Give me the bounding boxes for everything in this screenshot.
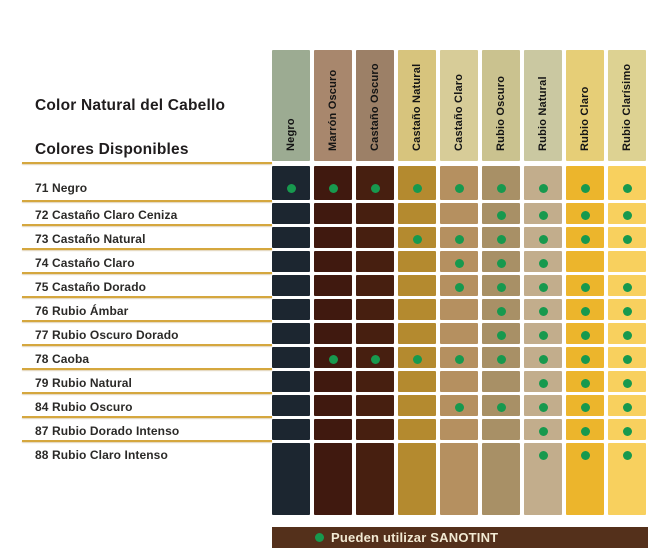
grid-cell-74-castano-claro-castano-natural bbox=[398, 251, 436, 272]
grid-cell-71-negro-negro bbox=[272, 166, 310, 200]
compatible-dot-icon bbox=[287, 184, 296, 193]
compatible-dot-icon bbox=[455, 259, 464, 268]
grid-cell-87-rubio-dorado-intenso-rubio-natural bbox=[524, 419, 562, 440]
grid-cell-87-rubio-dorado-intenso-castano-oscuro bbox=[356, 419, 394, 440]
grid-cell-87-rubio-dorado-intenso-negro bbox=[272, 419, 310, 440]
compatible-dot-icon bbox=[623, 403, 632, 412]
row-underline bbox=[22, 344, 272, 346]
grid-cell-72-castano-claro-ceniza-castano-oscuro bbox=[356, 203, 394, 224]
column-header-label: Castaño Natural bbox=[411, 63, 423, 151]
compatible-dot-icon bbox=[539, 283, 548, 292]
compatible-dot-icon bbox=[539, 403, 548, 412]
compatible-dot-icon bbox=[623, 184, 632, 193]
grid-cell-88-rubio-claro-intenso-negro bbox=[272, 443, 310, 515]
grid-cell-88-rubio-claro-intenso-castano-oscuro bbox=[356, 443, 394, 515]
column-header-label: Castaño Claro bbox=[453, 73, 465, 151]
row-underline bbox=[22, 416, 272, 418]
column-header-marron-oscuro bbox=[314, 50, 352, 161]
row-underline bbox=[22, 272, 272, 274]
grid-cell-71-negro-castano-claro bbox=[440, 166, 478, 200]
grid-cell-88-rubio-claro-intenso-rubio-oscuro bbox=[482, 443, 520, 515]
compatible-dot-icon bbox=[581, 283, 590, 292]
grid-cell-88-rubio-claro-intenso-rubio-natural bbox=[524, 443, 562, 515]
column-header-castano-oscuro bbox=[356, 50, 394, 161]
compatible-dot-icon bbox=[539, 211, 548, 220]
compatible-dot-icon bbox=[623, 307, 632, 316]
compatible-dot-icon bbox=[539, 235, 548, 244]
row-underline bbox=[22, 392, 272, 394]
grid-cell-78-caoba-castano-claro bbox=[440, 347, 478, 368]
row-label-75-castano-dorado: 75 Castaño Dorado bbox=[35, 280, 147, 294]
grid-cell-79-rubio-natural-rubio-natural bbox=[524, 371, 562, 392]
grid-cell-79-rubio-natural-rubio-claro bbox=[566, 371, 604, 392]
grid-cell-87-rubio-dorado-intenso-castano-natural bbox=[398, 419, 436, 440]
compatible-dot-icon bbox=[539, 379, 548, 388]
grid-cell-75-castano-dorado-marron-oscuro bbox=[314, 275, 352, 296]
grid-cell-75-castano-dorado-rubio-claro bbox=[566, 275, 604, 296]
grid-cell-71-negro-rubio-claro bbox=[566, 166, 604, 200]
grid-cell-79-rubio-natural-rubio-clarisimo bbox=[608, 371, 646, 392]
compatible-dot-icon bbox=[497, 331, 506, 340]
grid-cell-75-castano-dorado-rubio-clarisimo bbox=[608, 275, 646, 296]
column-header-rubio-oscuro bbox=[482, 50, 520, 161]
compatible-dot-icon bbox=[497, 283, 506, 292]
compatible-dot-icon bbox=[539, 427, 548, 436]
compatible-dot-icon bbox=[539, 259, 548, 268]
grid-cell-72-castano-claro-ceniza-negro bbox=[272, 203, 310, 224]
compatible-dot-icon bbox=[539, 331, 548, 340]
column-header-label: Marrón Oscuro bbox=[327, 69, 339, 151]
grid-cell-71-negro-rubio-clarisimo bbox=[608, 166, 646, 200]
grid-cell-84-rubio-oscuro-castano-oscuro bbox=[356, 395, 394, 416]
compatible-dot-icon bbox=[329, 184, 338, 193]
row-label-78-caoba: 78 Caoba bbox=[35, 352, 90, 366]
grid-cell-79-rubio-natural-castano-natural bbox=[398, 371, 436, 392]
grid-cell-77-rubio-oscuro-dorado-marron-oscuro bbox=[314, 323, 352, 344]
grid-cell-77-rubio-oscuro-dorado-rubio-oscuro bbox=[482, 323, 520, 344]
row-underline bbox=[22, 368, 272, 370]
compatible-dot-icon bbox=[581, 379, 590, 388]
grid-cell-88-rubio-claro-intenso-rubio-clarisimo bbox=[608, 443, 646, 515]
grid-cell-73-castano-natural-rubio-clarisimo bbox=[608, 227, 646, 248]
compatible-dot-icon bbox=[413, 184, 422, 193]
grid-cell-75-castano-dorado-negro bbox=[272, 275, 310, 296]
column-header-rubio-natural bbox=[524, 50, 562, 161]
legend-green-dot-icon bbox=[315, 533, 324, 542]
grid-cell-73-castano-natural-castano-natural bbox=[398, 227, 436, 248]
grid-cell-74-castano-claro-rubio-claro bbox=[566, 251, 604, 272]
grid-cell-78-caoba-rubio-clarisimo bbox=[608, 347, 646, 368]
column-header-castano-claro bbox=[440, 50, 478, 161]
grid-cell-73-castano-natural-rubio-natural bbox=[524, 227, 562, 248]
row-underline bbox=[22, 200, 272, 202]
compatible-dot-icon bbox=[497, 403, 506, 412]
grid-cell-77-rubio-oscuro-dorado-castano-natural bbox=[398, 323, 436, 344]
grid-cell-77-rubio-oscuro-dorado-rubio-claro bbox=[566, 323, 604, 344]
compatible-dot-icon bbox=[623, 379, 632, 388]
compatible-dot-icon bbox=[623, 211, 632, 220]
grid-cell-72-castano-claro-ceniza-marron-oscuro bbox=[314, 203, 352, 224]
compatible-dot-icon bbox=[581, 403, 590, 412]
grid-cell-74-castano-claro-rubio-clarisimo bbox=[608, 251, 646, 272]
grid-cell-78-caoba-negro bbox=[272, 347, 310, 368]
grid-cell-76-rubio-ambar-castano-natural bbox=[398, 299, 436, 320]
grid-cell-75-castano-dorado-rubio-natural bbox=[524, 275, 562, 296]
row-label-72-castano-claro-ceniza: 72 Castaño Claro Ceniza bbox=[35, 208, 178, 222]
compatible-dot-icon bbox=[497, 355, 506, 364]
compatible-dot-icon bbox=[539, 451, 548, 460]
grid-cell-74-castano-claro-negro bbox=[272, 251, 310, 272]
compatible-dot-icon bbox=[581, 235, 590, 244]
grid-cell-76-rubio-ambar-rubio-natural bbox=[524, 299, 562, 320]
compatible-dot-icon bbox=[623, 283, 632, 292]
grid-cell-71-negro-rubio-natural bbox=[524, 166, 562, 200]
grid-cell-78-caoba-rubio-oscuro bbox=[482, 347, 520, 368]
compatible-dot-icon bbox=[623, 235, 632, 244]
compatible-dot-icon bbox=[581, 307, 590, 316]
compatible-dot-icon bbox=[581, 184, 590, 193]
column-header-label: Castaño Oscuro bbox=[369, 63, 381, 151]
grid-cell-87-rubio-dorado-intenso-rubio-clarisimo bbox=[608, 419, 646, 440]
grid-cell-84-rubio-oscuro-rubio-natural bbox=[524, 395, 562, 416]
grid-cell-77-rubio-oscuro-dorado-castano-claro bbox=[440, 323, 478, 344]
grid-cell-75-castano-dorado-castano-claro bbox=[440, 275, 478, 296]
column-header-rubio-claro bbox=[566, 50, 604, 161]
grid-cell-71-negro-castano-oscuro bbox=[356, 166, 394, 200]
grid-cell-74-castano-claro-castano-claro bbox=[440, 251, 478, 272]
compatible-dot-icon bbox=[581, 427, 590, 436]
legend-label: Pueden utilizar SANOTINT bbox=[331, 530, 499, 545]
column-header-negro bbox=[272, 50, 310, 161]
compatible-dot-icon bbox=[497, 235, 506, 244]
grid-cell-79-rubio-natural-rubio-oscuro bbox=[482, 371, 520, 392]
column-header-rubio-clarisimo bbox=[608, 50, 646, 161]
row-label-76-rubio-ambar: 76 Rubio Ámbar bbox=[35, 304, 129, 318]
grid-cell-73-castano-natural-castano-claro bbox=[440, 227, 478, 248]
grid-cell-76-rubio-ambar-rubio-oscuro bbox=[482, 299, 520, 320]
grid-cell-73-castano-natural-negro bbox=[272, 227, 310, 248]
grid-cell-73-castano-natural-castano-oscuro bbox=[356, 227, 394, 248]
compatible-dot-icon bbox=[497, 211, 506, 220]
compatible-dot-icon bbox=[455, 355, 464, 364]
compatible-dot-icon bbox=[623, 451, 632, 460]
grid-cell-75-castano-dorado-castano-oscuro bbox=[356, 275, 394, 296]
grid-cell-76-rubio-ambar-rubio-claro bbox=[566, 299, 604, 320]
grid-cell-84-rubio-oscuro-castano-natural bbox=[398, 395, 436, 416]
column-header-label: Rubio Oscuro bbox=[495, 75, 507, 151]
row-label-88-rubio-claro-intenso: 88 Rubio Claro Intenso bbox=[35, 448, 168, 462]
compatible-dot-icon bbox=[455, 403, 464, 412]
grid-cell-72-castano-claro-ceniza-rubio-clarisimo bbox=[608, 203, 646, 224]
grid-cell-75-castano-dorado-rubio-oscuro bbox=[482, 275, 520, 296]
grid-cell-72-castano-claro-ceniza-rubio-oscuro bbox=[482, 203, 520, 224]
grid-cell-88-rubio-claro-intenso-castano-natural bbox=[398, 443, 436, 515]
compatible-dot-icon bbox=[455, 283, 464, 292]
compatible-dot-icon bbox=[497, 184, 506, 193]
grid-cell-79-rubio-natural-negro bbox=[272, 371, 310, 392]
compatible-dot-icon bbox=[413, 235, 422, 244]
grid-cell-75-castano-dorado-castano-natural bbox=[398, 275, 436, 296]
compatible-dot-icon bbox=[623, 427, 632, 436]
grid-cell-73-castano-natural-marron-oscuro bbox=[314, 227, 352, 248]
row-label-87-rubio-dorado-intenso: 87 Rubio Dorado Intenso bbox=[35, 424, 180, 438]
row-underline bbox=[22, 320, 272, 322]
row-label-74-castano-claro: 74 Castaño Claro bbox=[35, 256, 135, 270]
grid-cell-84-rubio-oscuro-rubio-clarisimo bbox=[608, 395, 646, 416]
grid-cell-78-caoba-castano-natural bbox=[398, 347, 436, 368]
grid-cell-72-castano-claro-ceniza-castano-natural bbox=[398, 203, 436, 224]
row-label-79-rubio-natural: 79 Rubio Natural bbox=[35, 376, 132, 390]
column-header-castano-natural bbox=[398, 50, 436, 161]
compatible-dot-icon bbox=[413, 355, 422, 364]
compatible-dot-icon bbox=[371, 355, 380, 364]
column-header-label: Negro bbox=[285, 118, 297, 151]
grid-cell-87-rubio-dorado-intenso-marron-oscuro bbox=[314, 419, 352, 440]
grid-cell-71-negro-marron-oscuro bbox=[314, 166, 352, 200]
grid-cell-72-castano-claro-ceniza-castano-claro bbox=[440, 203, 478, 224]
grid-cell-87-rubio-dorado-intenso-rubio-oscuro bbox=[482, 419, 520, 440]
compatible-dot-icon bbox=[539, 355, 548, 364]
grid-cell-74-castano-claro-rubio-natural bbox=[524, 251, 562, 272]
row-label-71-negro: 71 Negro bbox=[35, 181, 88, 195]
grid-cell-71-negro-castano-natural bbox=[398, 166, 436, 200]
compatible-dot-icon bbox=[581, 355, 590, 364]
grid-cell-87-rubio-dorado-intenso-rubio-claro bbox=[566, 419, 604, 440]
column-header-label: Rubio Claro bbox=[579, 86, 591, 151]
grid-cell-73-castano-natural-rubio-oscuro bbox=[482, 227, 520, 248]
grid-cell-74-castano-claro-rubio-oscuro bbox=[482, 251, 520, 272]
compatible-dot-icon bbox=[581, 331, 590, 340]
grid-cell-78-caoba-rubio-claro bbox=[566, 347, 604, 368]
compatible-dot-icon bbox=[497, 259, 506, 268]
grid-cell-79-rubio-natural-castano-claro bbox=[440, 371, 478, 392]
grid-cell-84-rubio-oscuro-marron-oscuro bbox=[314, 395, 352, 416]
grid-cell-77-rubio-oscuro-dorado-rubio-natural bbox=[524, 323, 562, 344]
grid-cell-76-rubio-ambar-castano-claro bbox=[440, 299, 478, 320]
grid-cell-87-rubio-dorado-intenso-castano-claro bbox=[440, 419, 478, 440]
available-colors-underline bbox=[22, 162, 272, 164]
compatible-dot-icon bbox=[623, 331, 632, 340]
grid-cell-88-rubio-claro-intenso-rubio-claro bbox=[566, 443, 604, 515]
row-underline bbox=[22, 296, 272, 298]
compatible-dot-icon bbox=[539, 184, 548, 193]
grid-cell-76-rubio-ambar-castano-oscuro bbox=[356, 299, 394, 320]
grid-cell-84-rubio-oscuro-rubio-oscuro bbox=[482, 395, 520, 416]
grid-cell-72-castano-claro-ceniza-rubio-claro bbox=[566, 203, 604, 224]
grid-cell-77-rubio-oscuro-dorado-castano-oscuro bbox=[356, 323, 394, 344]
grid-cell-76-rubio-ambar-marron-oscuro bbox=[314, 299, 352, 320]
compatible-dot-icon bbox=[329, 355, 338, 364]
grid-cell-88-rubio-claro-intenso-castano-claro bbox=[440, 443, 478, 515]
row-underline bbox=[22, 440, 272, 442]
grid-cell-78-caoba-rubio-natural bbox=[524, 347, 562, 368]
grid-cell-77-rubio-oscuro-dorado-negro bbox=[272, 323, 310, 344]
grid-cell-72-castano-claro-ceniza-rubio-natural bbox=[524, 203, 562, 224]
grid-cell-78-caoba-marron-oscuro bbox=[314, 347, 352, 368]
available-colors-title: Colores Disponibles bbox=[35, 141, 189, 158]
grid-cell-71-negro-rubio-oscuro bbox=[482, 166, 520, 200]
compatible-dot-icon bbox=[371, 184, 380, 193]
grid-cell-84-rubio-oscuro-rubio-claro bbox=[566, 395, 604, 416]
row-label-73-castano-natural: 73 Castaño Natural bbox=[35, 232, 146, 246]
grid-cell-79-rubio-natural-castano-oscuro bbox=[356, 371, 394, 392]
grid-cell-84-rubio-oscuro-castano-claro bbox=[440, 395, 478, 416]
grid-cell-74-castano-claro-marron-oscuro bbox=[314, 251, 352, 272]
grid-cell-73-castano-natural-rubio-claro bbox=[566, 227, 604, 248]
legend-bar bbox=[272, 527, 648, 548]
row-label-77-rubio-oscuro-dorado: 77 Rubio Oscuro Dorado bbox=[35, 328, 179, 342]
grid-cell-76-rubio-ambar-negro bbox=[272, 299, 310, 320]
grid-cell-88-rubio-claro-intenso-marron-oscuro bbox=[314, 443, 352, 515]
grid-cell-76-rubio-ambar-rubio-clarisimo bbox=[608, 299, 646, 320]
row-label-84-rubio-oscuro: 84 Rubio Oscuro bbox=[35, 400, 133, 414]
compatible-dot-icon bbox=[539, 307, 548, 316]
row-underline bbox=[22, 224, 272, 226]
grid-cell-84-rubio-oscuro-negro bbox=[272, 395, 310, 416]
grid-cell-74-castano-claro-castano-oscuro bbox=[356, 251, 394, 272]
compatible-dot-icon bbox=[455, 184, 464, 193]
grid-cell-79-rubio-natural-marron-oscuro bbox=[314, 371, 352, 392]
grid-cell-78-caoba-castano-oscuro bbox=[356, 347, 394, 368]
compatible-dot-icon bbox=[455, 235, 464, 244]
compatible-dot-icon bbox=[623, 355, 632, 364]
column-header-label: Rubio Natural bbox=[537, 76, 549, 151]
compatible-dot-icon bbox=[497, 307, 506, 316]
row-underline bbox=[22, 248, 272, 250]
natural-hair-color-title: Color Natural del Cabello bbox=[35, 97, 226, 114]
column-header-label: Rubio Clarísimo bbox=[621, 63, 633, 151]
compatible-dot-icon bbox=[581, 211, 590, 220]
grid-cell-77-rubio-oscuro-dorado-rubio-clarisimo bbox=[608, 323, 646, 344]
compatible-dot-icon bbox=[581, 451, 590, 460]
